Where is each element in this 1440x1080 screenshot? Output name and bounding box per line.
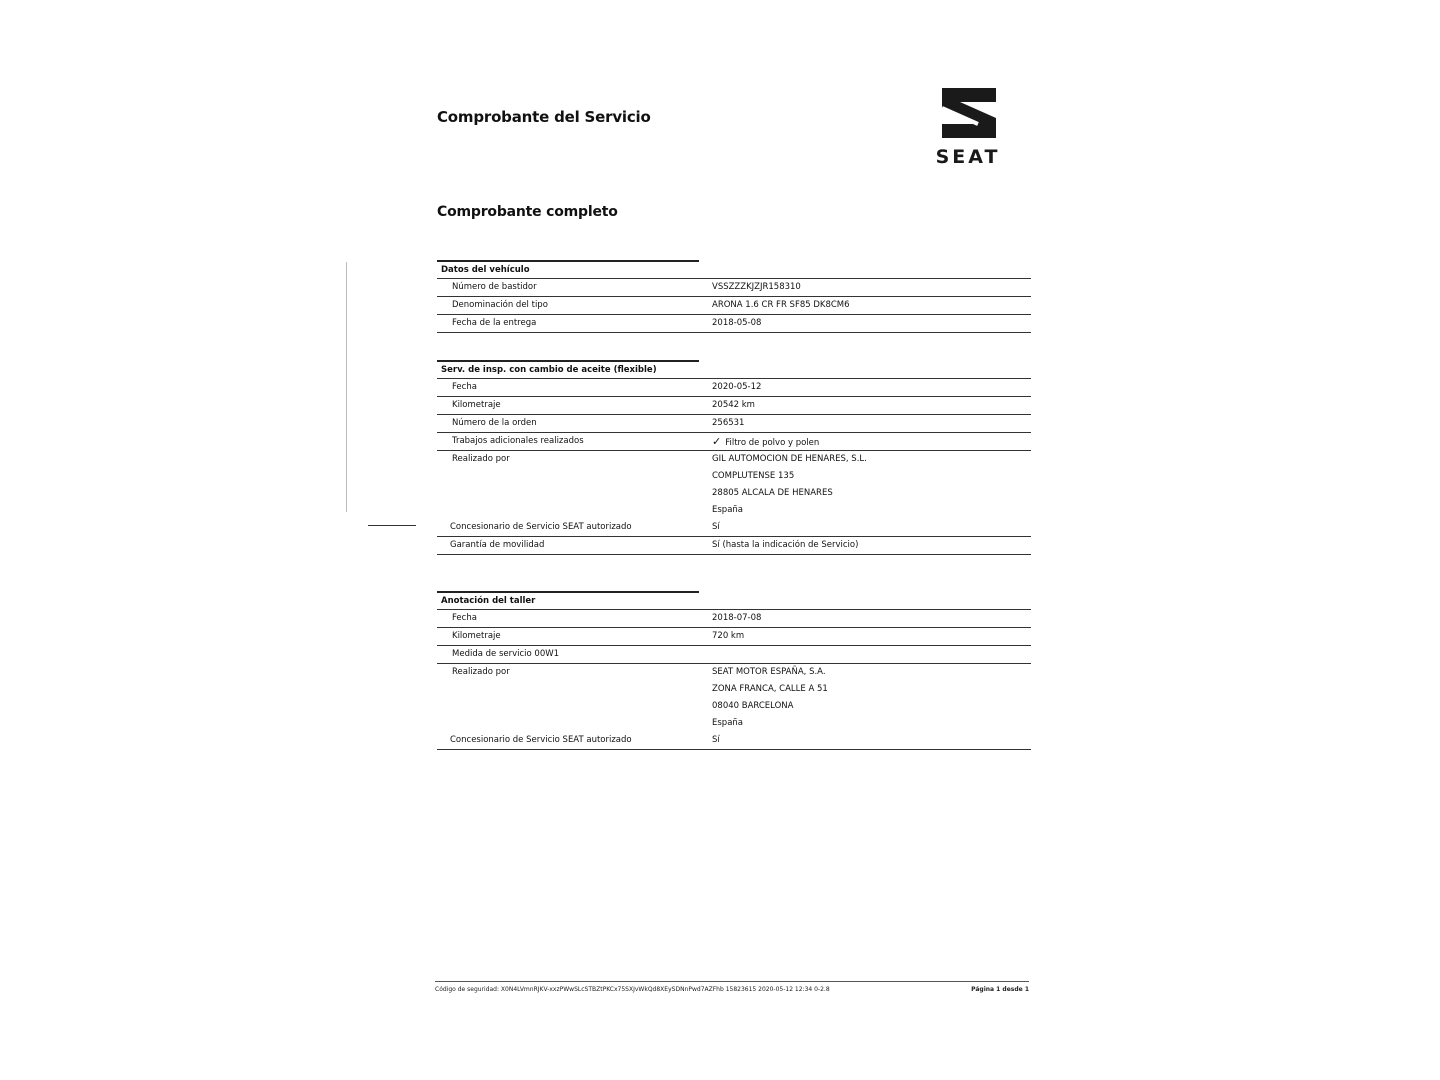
row-label: Fecha: [452, 613, 477, 623]
row-value: ZONA FRANCA, CALLE A 51: [712, 684, 828, 694]
service-section: [437, 362, 1031, 555]
row-value: España: [712, 505, 743, 515]
table-row: [437, 314, 1031, 333]
row-label: Concesionario de Servicio SEAT autorizado: [450, 735, 632, 745]
seat-logo: [918, 86, 1018, 166]
seat-logo-icon: [918, 86, 1018, 146]
table-row: [437, 485, 1031, 502]
row-label: Número de la orden: [452, 418, 537, 428]
workshop-section-heading: Anotación del taller: [437, 593, 1031, 609]
table-row: [437, 715, 1031, 732]
row-value: 2020-05-12: [712, 382, 762, 392]
checkmark-icon: ✓: [712, 435, 722, 448]
page-title: Comprobante del Servicio: [437, 108, 651, 126]
row-label: Número de bastidor: [452, 282, 537, 292]
row-label: Fecha de la entrega: [452, 318, 537, 328]
row-label: Trabajos adicionales realizados: [452, 436, 584, 446]
table-row: [437, 396, 1031, 414]
row-label: Kilometraje: [452, 400, 501, 410]
table-row: [437, 698, 1031, 715]
table-row: [437, 645, 1031, 663]
row-value: 20542 km: [712, 400, 755, 410]
row-value: 2018-07-08: [712, 613, 762, 623]
brand-name: SEAT: [935, 146, 1001, 168]
row-value: 256531: [712, 418, 745, 428]
row-label: Denominación del tipo: [452, 300, 548, 310]
table-row: [437, 432, 1031, 450]
security-code: Código de seguridad: X0N4LVmnRJKV-xxzPWwSLcSTBZtPKCx75SXJvWkQd8XEySDNnPwd7AZFhb 15823615 2020-05-12 12:34 0-2.8: [435, 986, 830, 993]
row-label: Fecha: [452, 382, 477, 392]
table-row: [437, 732, 1031, 750]
row-label: Realizado por: [452, 454, 510, 464]
row-value: Sí (hasta la indicación de Servicio): [712, 540, 859, 550]
workshop-section: [437, 593, 1031, 750]
table-row: [437, 278, 1031, 296]
table-row: [437, 296, 1031, 314]
table-row: [437, 414, 1031, 432]
row-label: Medida de servicio 00W1: [452, 649, 560, 659]
row-value: 2018-05-08: [712, 318, 762, 328]
service-section-heading: Serv. de insp. con cambio de aceite (flexible): [437, 362, 1031, 378]
table-row: [437, 663, 1031, 681]
table-row: [437, 468, 1031, 485]
row-value: España: [712, 718, 743, 728]
table-row: [437, 450, 1031, 468]
row-label: Realizado por: [452, 667, 510, 677]
row-value: Sí: [712, 522, 720, 532]
row-value: Sí: [712, 735, 720, 745]
table-row: [437, 536, 1031, 555]
table-row: [437, 378, 1031, 396]
row-label: Garantía de movilidad: [450, 540, 545, 550]
row-value: SEAT MOTOR ESPAÑA, S.A.: [712, 667, 826, 677]
document-subtitle: Comprobante completo: [437, 204, 618, 220]
row-value: ARONA 1.6 CR FR SF85 DK8CM6: [712, 300, 850, 310]
row-value: GIL AUTOMOCION DE HENARES, S.L.: [712, 454, 867, 464]
table-row: [437, 502, 1031, 519]
row-label: Kilometraje: [452, 631, 501, 641]
page-footer: [435, 981, 1029, 993]
row-value: 720 km: [712, 631, 745, 641]
page-number: Página 1 desde 1: [971, 986, 1029, 993]
row-value: 28805 ALCALA DE HENARES: [712, 488, 833, 498]
row-value: 08040 BARCELONA: [712, 701, 794, 711]
row-value: VSSZZZKJZJR158310: [712, 282, 801, 292]
table-row: [437, 609, 1031, 627]
extra-work-text: Filtro de polvo y polen: [725, 438, 820, 448]
vehicle-section-heading: Datos del vehículo: [437, 262, 1031, 278]
scan-artifact: [346, 262, 347, 512]
vehicle-section: [437, 262, 1031, 333]
scan-artifact: [368, 525, 416, 526]
row-value: COMPLUTENSE 135: [712, 471, 795, 481]
table-row: [437, 681, 1031, 698]
table-row: [437, 519, 1031, 536]
row-label: Concesionario de Servicio SEAT autorizado: [450, 522, 632, 532]
table-row: [437, 627, 1031, 645]
